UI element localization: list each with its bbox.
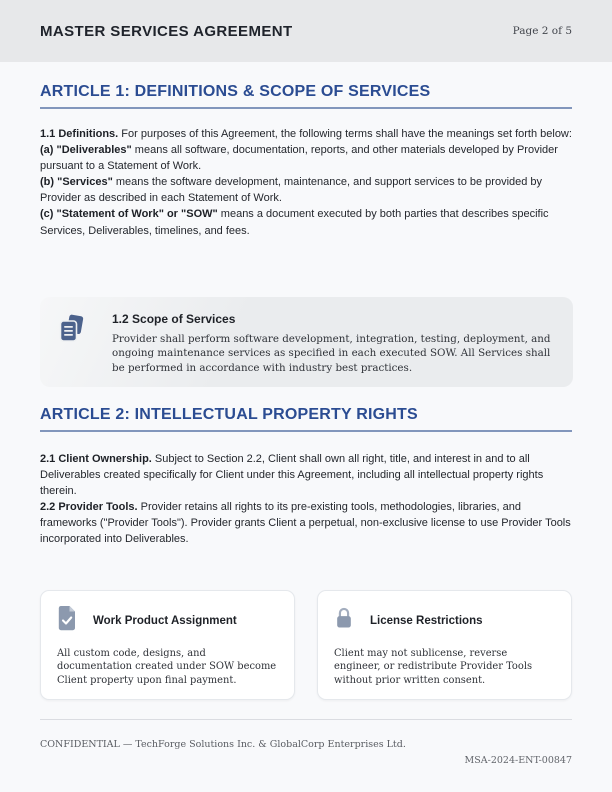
callout-body: Provider shall perform software development, integration, testing, deployment, and ongoing maintenance services as specified in each executed SOW. All Services shall be performed in accordance with industry best practices. bbox=[112, 333, 551, 374]
callout-text bbox=[112, 312, 555, 375]
footer-divider bbox=[40, 719, 572, 720]
document-check-icon bbox=[57, 605, 77, 636]
article-2-clauses bbox=[40, 451, 573, 548]
card-head bbox=[334, 605, 555, 636]
clause: (c) "Statement of Work" or "SOW" means a document executed by both parties that describes specific Services, Deliverables, timelines, and fees. bbox=[40, 208, 549, 237]
clause: 1.1 Definitions. For purposes of this Agreement, the following terms shall have the meanings set forth below: bbox=[40, 128, 572, 140]
article-2-heading: ARTICLE 2: INTELLECTUAL PROPERTY RIGHTS bbox=[40, 406, 572, 432]
page-header bbox=[0, 0, 612, 62]
scope-of-services-callout bbox=[40, 297, 573, 387]
license-restrictions-card bbox=[317, 590, 572, 700]
document-id: MSA-2024-ENT-00847 bbox=[464, 755, 572, 766]
confidentiality-notice: CONFIDENTIAL — TechForge Solutions Inc. & GlobalCorp Enterprises Ltd. bbox=[40, 739, 406, 750]
copy-document-icon bbox=[58, 314, 86, 351]
page-indicator: Page 2 of 5 bbox=[512, 25, 572, 37]
clause: (b) "Services" means the software development, maintenance, and support services to be provided by Provider as described in each Statement of Work. bbox=[40, 176, 543, 205]
card-body: All custom code, designs, and documentation created under SOW become Client property upon final payment. bbox=[57, 648, 277, 686]
card-head bbox=[57, 605, 278, 636]
clause: 2.2 Provider Tools. Provider retains all rights to its pre-existing tools, methodologies, libraries, and frameworks ("Provider Tools"). Provider grants Client a perpetual, non-exclusive license to use Provider Tools incorporated into Deliverables. bbox=[40, 501, 571, 546]
card-body: Client may not sublicense, reverse engineer, or redistribute Provider Tools without prior written consent. bbox=[334, 648, 533, 686]
card-title: License Restrictions bbox=[370, 614, 483, 627]
document-title: MASTER SERVICES AGREEMENT bbox=[40, 22, 293, 40]
clause: 2.1 Client Ownership. Subject to Section 2.2, Client shall own all right, title, and interest in and to all Deliverables created specifically for Client under this Agreement, including all intellectual property rights therein. bbox=[40, 453, 544, 498]
article-1-heading: ARTICLE 1: DEFINITIONS & SCOPE OF SERVICES bbox=[40, 83, 572, 109]
work-product-assignment-card bbox=[40, 590, 295, 700]
clause: (a) "Deliverables" means all software, documentation, reports, and other materials developed by Provider pursuant to a Statement of Work. bbox=[40, 144, 558, 173]
callout-title: 1.2 Scope of Services bbox=[112, 312, 236, 326]
lock-icon bbox=[334, 605, 354, 636]
card-title: Work Product Assignment bbox=[93, 614, 237, 627]
article-1-clauses bbox=[40, 126, 573, 239]
